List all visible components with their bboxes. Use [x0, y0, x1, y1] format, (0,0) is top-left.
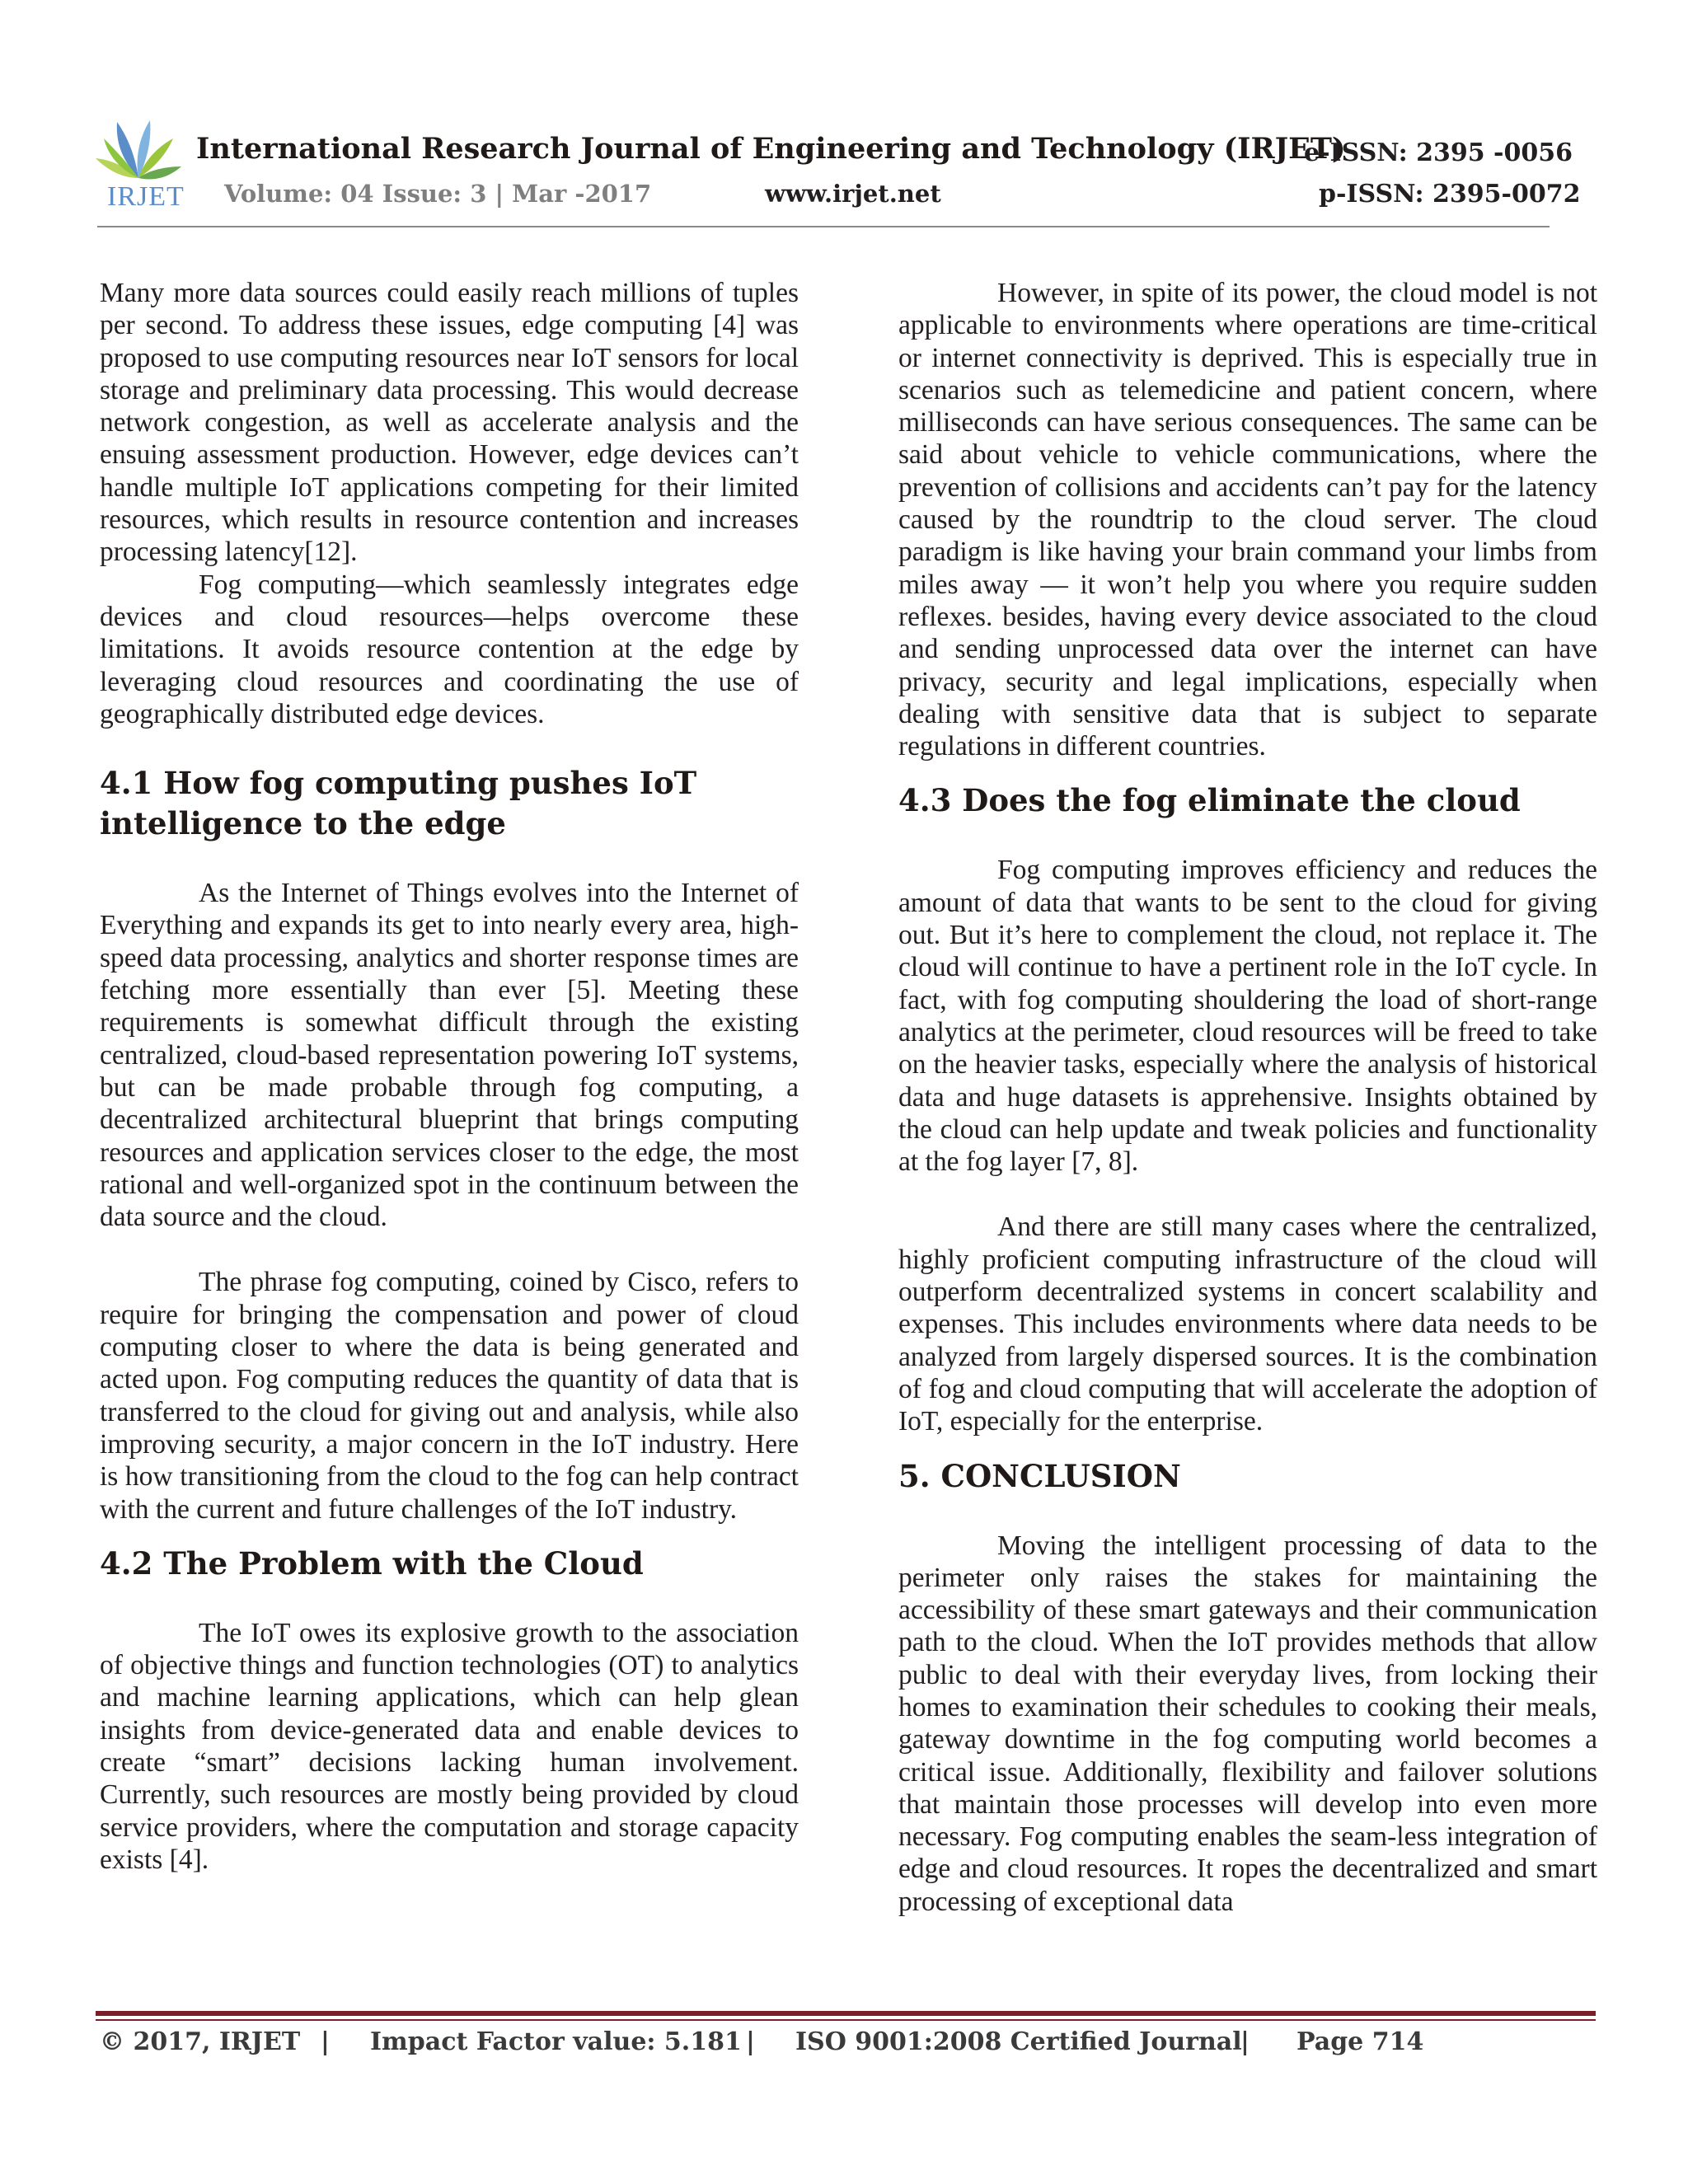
- paragraph: The phrase fog computing, coined by Cisco, refers to require for bringing the compensation and power of cloud computing closer to where the data is being generated and acted upon. Fog computing reduces the quantity of data that is transferred to the cloud for giving out and analysis, while also improving security, a major concern in the IoT industry. Here is how transitioning from the cloud to the fog can help contract with the current and future challenges of the IoT industry.: [100, 1267, 799, 1525]
- paragraph: And there are still many cases where the centralized, highly proficient computing infrastructure of the cloud will outperform decentralized systems in concert scalability and expenses. This includes environments where data needs to be analyzed from largely dispersed sources. It is the combination of fog and cloud computing that will accelerate the adoption of IoT, especially for the enterprise.: [898, 1212, 1597, 1437]
- journal-header: [92, 114, 1581, 229]
- p-issn: p-ISSN: 2395-0072: [1319, 180, 1581, 209]
- paragraph: The IoT owes its explosive growth to the association of objective things and function technologies (OT) to analytics and machine learning applications, which can help glean insights from device-generated data and enable devices to create “smart” decisions lacking human involvement. Currently, such resources are mostly being provided by cloud service providers, where the computation and storage capacity exists [4].: [100, 1617, 799, 1875]
- section-heading-5: 5. CONCLUSION: [898, 1457, 1181, 1494]
- paragraph: Moving the intelligent processing of data to the perimeter only raises the stakes for maintaining the accessibility of these smart gateways and their communication path to the cloud. When the IoT provides methods that allow public to deal with their everyday lives, from locking their homes to examination their schedules to cooking their meals, gateway downtime in the fog computing world becomes a critical issue. Additionally, flexibility and failover solutions that maintain those processes will develop into even more necessary. Fog computing enables the seam-less integration of edge and cloud resources. It ropes the decentralized and smart processing of exceptional data: [898, 1530, 1597, 1917]
- paragraph: Fog computing improves efficiency and reduces the amount of data that wants to be sent to the cloud for giving out. But it’s here to complement the cloud, not replace it. The cloud will continue to have a pertinent role in the IoT cycle. In fact, with fog computing shouldering the load of short-range analytics at the perimeter, cloud resources will be freed to take on the heavier tasks, especially where the analysis of historical data and huge datasets is apprehensive. Insights obtained by the cloud can help update and tweak policies and functionality at the fog layer [7, 8].: [898, 855, 1597, 1178]
- irjet-logo: [92, 114, 185, 213]
- footer-copyright: © 2017, IRJET: [100, 2027, 301, 2056]
- left-column: [100, 277, 799, 1876]
- paragraph: As the Internet of Things evolves into the Internet of Everything and expands its get to into nearly every area, high-speed data processing, analytics and shorter response times are fetching more essentially than ever [5]. Meeting these requirements is somewhat difficult through the existing centralized, cloud-based representation powering IoT systems, but can be made probable through fog computing, a decentralized architectural blueprint that brings computing resources and application services closer to the edge, the most rational and well-organized spot in the continuum between the data source and the cloud.: [100, 878, 799, 1233]
- footer-separator: |: [746, 2027, 755, 2056]
- right-column: [898, 277, 1597, 1918]
- footer-impact-factor: Impact Factor value: 5.181: [370, 2027, 742, 2056]
- footer-separator: |: [321, 2027, 330, 2056]
- website-link[interactable]: www.irjet.net: [765, 180, 941, 208]
- section-heading-4-3: 4.3 Does the fog eliminate the cloud: [898, 782, 1521, 819]
- paragraph: Many more data sources could easily reach millions of tuples per second. To address these issues, edge computing [4] was proposed to use computing resources near IoT sensors for local storage and preliminary data processing. This would decrease network congestion, as well as accelerate analysis and the ensuing assessment production. However, edge devices can’t handle multiple IoT applications competing for their limited resources, which results in resource contention and increases processing latency[12].: [100, 278, 799, 568]
- logo-text: IRJET: [107, 181, 185, 212]
- footer-divider: [96, 2011, 1596, 2016]
- leaf-logo-icon: [92, 114, 185, 188]
- e-issn: e-ISSN: 2395 -0056: [1304, 138, 1573, 167]
- footer-page-number: Page 714: [1296, 2027, 1424, 2056]
- section-heading-4-1: 4.1 How fog computing pushes IoT intelligence to the edge: [100, 765, 697, 842]
- footer-iso: ISO 9001:2008 Certified Journal: [795, 2027, 1242, 2056]
- section-heading-4-2: 4.2 The Problem with the Cloud: [100, 1544, 644, 1582]
- footer-divider-thin: [96, 2019, 1596, 2021]
- paragraph: However, in spite of its power, the cloud model is not applicable to environments where operations are time-critical or internet connectivity is deprived. This is especially true in scenarios such as telemedicine and patient concern, where milliseconds can have serious consequences. The same can be said about vehicle to vehicle communications, where the prevention of collisions and accidents can’t pay for the latency caused by the roundtrip to the cloud server. The cloud paradigm is like having your brain command your limbs from miles away — it won’t help you where you require sudden reflexes. besides, having every device associated to the cloud and sending unprocessed data over the internet can have privacy, security and legal implications, especially when dealing with sensitive data that is subject to separate regulations in different countries.: [898, 278, 1597, 762]
- paragraph: Fog computing—which seamlessly integrates edge devices and cloud resources—helps overcome these limitations. It avoids resource contention at the edge by leveraging cloud resources and coordinating the use of geographically distributed edge devices.: [100, 569, 799, 729]
- volume-issue: Volume: 04 Issue: 3 | Mar -2017: [224, 180, 652, 208]
- header-divider: [97, 226, 1550, 227]
- footer-separator: |: [1240, 2027, 1250, 2056]
- journal-title: International Research Journal of Engineering and Technology (IRJET): [196, 132, 1346, 166]
